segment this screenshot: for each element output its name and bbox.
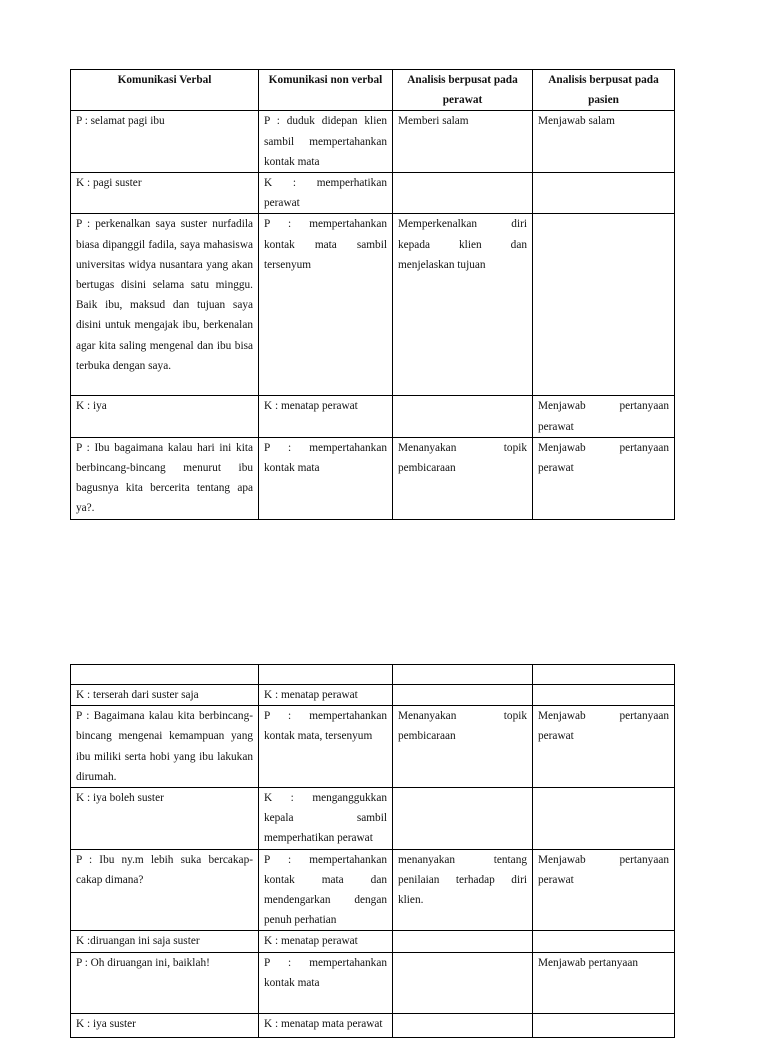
verbal-cell: K : iya boleh suster	[71, 788, 259, 850]
table-row	[71, 396, 675, 437]
table-row	[71, 931, 675, 952]
nonverbal-cell: P : mempertahankan kontak mata, tersenyum	[259, 706, 393, 788]
nurse-analysis-cell	[393, 931, 533, 952]
verbal-cell: P : Ibu ny.m lebih suka bercakap-cakap dimana?	[71, 849, 259, 931]
header-komunikasi-non-verbal: Komunikasi non verbal	[259, 70, 393, 111]
nurse-analysis-cell	[393, 1013, 533, 1037]
table-row	[71, 214, 675, 396]
nonverbal-cell: P : mempertahankan kontak mata	[259, 437, 393, 519]
nurse-analysis-cell: Menanyakan topik pembicaraan	[393, 437, 533, 519]
nurse-analysis-cell	[393, 396, 533, 437]
verbal-cell: P : Bagaimana kalau kita berbincang-bincang mengenai kemampuan yang ibu miliki serta hobi yang ibu lakukan dirumah.	[71, 706, 259, 788]
patient-analysis-cell	[533, 214, 675, 396]
nurse-analysis-cell: Menanyakan topik pembicaraan	[393, 706, 533, 788]
nurse-analysis-cell	[393, 952, 533, 1013]
patient-analysis-cell	[533, 173, 675, 214]
verbal-cell: P : perkenalkan saya suster nurfadila biasa dipanggil fadila, saya mahasiswa universitas widya nusantara yang akan bertugas disini selama satu minggu. Baik ibu, maksud dan tujuan saya disini untuk mengajak ibu, berkenalan agar kita saling mengenal dan ibu bisa terbuka dengan saya.	[71, 214, 259, 396]
nurse-analysis-cell	[393, 173, 533, 214]
nonverbal-cell: P : duduk didepan klien sambil mempertahankan kontak mata	[259, 111, 393, 173]
table-row	[71, 1013, 675, 1037]
nonverbal-cell: P : mempertahankan kontak mata dan mendengarkan dengan penuh perhatian	[259, 849, 393, 931]
empty-cell	[533, 665, 675, 685]
table-row	[71, 706, 675, 788]
patient-analysis-cell: Menjawab pertanyaan perawat	[533, 849, 675, 931]
patient-analysis-cell: Menjawab pertanyaan perawat	[533, 396, 675, 437]
communication-table-2	[70, 664, 675, 1038]
patient-analysis-cell	[533, 1013, 675, 1037]
table-row	[71, 111, 675, 173]
nonverbal-cell: K : menatap perawat	[259, 685, 393, 706]
nonverbal-cell: K : memperhatikan perawat	[259, 173, 393, 214]
nonverbal-cell: P : mempertahankan kontak mata	[259, 952, 393, 1013]
patient-analysis-cell: Menjawab pertanyaan perawat	[533, 706, 675, 788]
verbal-cell: K :diruangan ini saja suster	[71, 931, 259, 952]
empty-cell	[259, 665, 393, 685]
empty-cell	[71, 665, 259, 685]
verbal-cell: P : Oh diruangan ini, baiklah!	[71, 952, 259, 1013]
table-row	[71, 685, 675, 706]
table-row	[71, 788, 675, 850]
nurse-analysis-cell: menanyakan tentang penilaian terhadap diri klien.	[393, 849, 533, 931]
table-row	[71, 173, 675, 214]
patient-analysis-cell	[533, 685, 675, 706]
nonverbal-cell: K : menatap perawat	[259, 931, 393, 952]
communication-table-1	[70, 69, 675, 520]
nonverbal-cell: K : menganggukkan kepala sambil memperhatikan perawat	[259, 788, 393, 850]
patient-analysis-cell: Menjawab pertanyaan perawat	[533, 437, 675, 519]
patient-analysis-cell	[533, 788, 675, 850]
header-analisis-perawat: Analisis berpusat pada perawat	[393, 70, 533, 111]
verbal-cell: K : iya	[71, 396, 259, 437]
table-header-row	[71, 70, 675, 111]
empty-cell	[393, 665, 533, 685]
table-row	[71, 849, 675, 931]
header-analisis-pasien: Analisis berpusat pada pasien	[533, 70, 675, 111]
nurse-analysis-cell	[393, 788, 533, 850]
nonverbal-cell: K : menatap perawat	[259, 396, 393, 437]
patient-analysis-cell: Menjawab pertanyaan	[533, 952, 675, 1013]
header-komunikasi-verbal: Komunikasi Verbal	[71, 70, 259, 111]
nurse-analysis-cell: Memperkenalkan diri kepada klien dan menjelaskan tujuan	[393, 214, 533, 396]
verbal-cell: P : selamat pagi ibu	[71, 111, 259, 173]
nurse-analysis-cell: Memberi salam	[393, 111, 533, 173]
table-row-blank	[71, 665, 675, 685]
nonverbal-cell: P : mempertahankan kontak mata sambil tersenyum	[259, 214, 393, 396]
patient-analysis-cell	[533, 931, 675, 952]
verbal-cell: K : pagi suster	[71, 173, 259, 214]
verbal-cell: P : Ibu bagaimana kalau hari ini kita berbincang-bincang menurut ibu bagusnya kita bercerita tentang apa ya?.	[71, 437, 259, 519]
verbal-cell: K : iya suster	[71, 1013, 259, 1037]
verbal-cell: K : terserah dari suster saja	[71, 685, 259, 706]
table-row	[71, 952, 675, 1013]
nonverbal-cell: K : menatap mata perawat	[259, 1013, 393, 1037]
nurse-analysis-cell	[393, 685, 533, 706]
table-row	[71, 437, 675, 519]
patient-analysis-cell: Menjawab salam	[533, 111, 675, 173]
